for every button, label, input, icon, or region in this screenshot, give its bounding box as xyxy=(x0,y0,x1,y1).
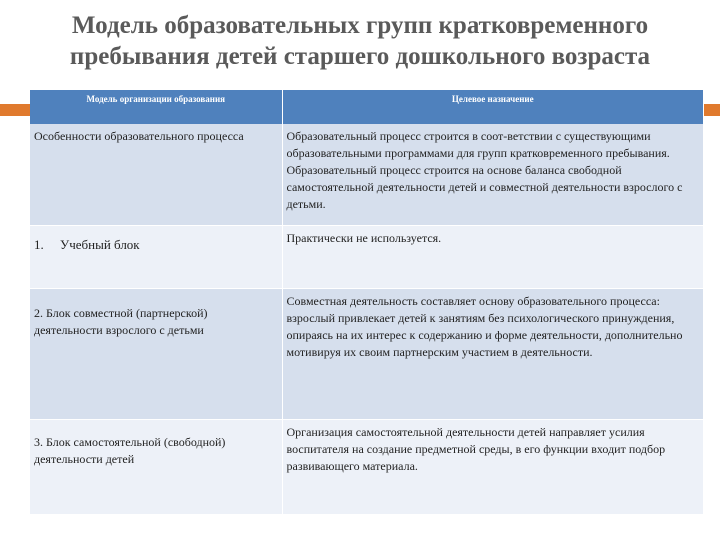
table-row xyxy=(30,289,704,420)
slide-title xyxy=(0,10,720,72)
row-number: 1. xyxy=(34,237,44,252)
header-purpose: Целевое назначение xyxy=(282,90,704,124)
row-label: 2. Блок совместной (партнерской) деятельности взрослого с детьми xyxy=(30,289,282,420)
accent-bar-left xyxy=(0,104,30,116)
row-label: Особенности образовательного процесса xyxy=(30,124,282,226)
row-label: Учебный блок xyxy=(60,237,140,252)
row-description: Образовательный процесс строится в соот-ветствии с существующими образовательными программами для групп кратковременного пребывания. Образовательный процесс строится на основе баланса свободной самостоятельной деятельности детей и совместной деятельности взрослого с детьми. xyxy=(282,124,704,226)
header-model: Модель организации образования xyxy=(30,90,282,124)
row-description: Практически не используется. xyxy=(282,226,704,289)
table-row xyxy=(30,226,704,289)
slide-title-line-2: пребывания детей старшего дошкольного возраста xyxy=(69,43,651,70)
accent-bar-right xyxy=(704,104,720,116)
row-description: Совместная деятельность составляет основу образовательного процесса: взрослый привлекает детей к занятиям без психологического принуждения, опираясь на их интерес к содержанию и форме деятельности, дополнительно мотивируя их своим партнерским участием в деятельности. xyxy=(282,289,704,420)
row-description: Организация самостоятельной деятельности детей направляет усилия воспитателя на создание предметной среды, в его функции входит подбор развивающего материала. xyxy=(282,420,704,515)
row-label: 3. Блок самостоятельной (свободной) деятельности детей xyxy=(30,420,282,515)
model-table xyxy=(30,90,704,515)
table-row xyxy=(30,124,704,226)
table-row xyxy=(30,420,704,515)
row-label-cell xyxy=(30,226,282,289)
slide-title-line-1: Модель образовательных групп кратковременного xyxy=(71,12,649,39)
table-header-row xyxy=(30,90,704,124)
